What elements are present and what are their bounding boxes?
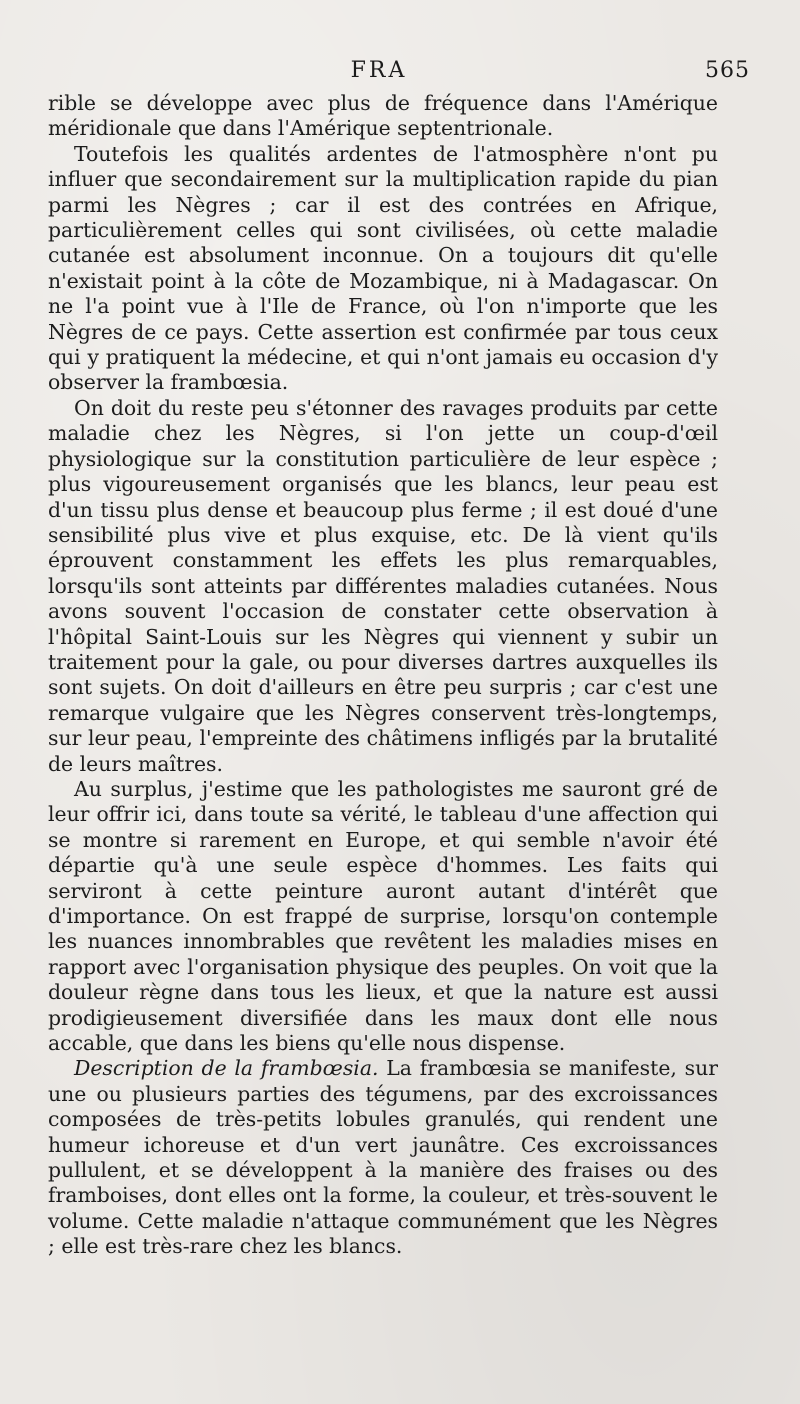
paragraph-text: La frambœsia se manifeste, sur une ou plusieurs parties des tégumens, par des excroissances composées de très-petits lobules granulés, qui rendent une humeur ichoreuse et d'un vert jaunâtre. Ces excroissances pullulent, et se développent à la manière des fraises ou des framboises, dont elles ont la forme, la couleur, et très-souvent le volume. Cette maladie n'attaque communément que les Nègres ; elle est très-rare chez les blancs.	[48, 1056, 718, 1259]
body-text	[48, 91, 718, 1260]
paragraph-surplus	[48, 777, 718, 1056]
paragraph-text: Au surplus, j'estime que les pathologistes me sauront gré de leur offrir ici, dans toute sa vérité, le tableau d'une affection qui se montre si rarement en Europe, et qui semble n'avoir été départie qu'à une seule espèce d'hommes. Les faits qui serviront à cette peinture auront autant d'intérêt que d'importance. On est frappé de surprise, lorsqu'on contemple les nuances innombrables que revêtent les maladies mises en rapport avec l'organisation physique des peuples. On voit que la douleur règne dans tous les lieux, et que la nature est aussi prodigieusement diversifiée dans les maux dont elle nous accable, que dans les biens qu'elle nous dispense.	[48, 776, 718, 1056]
paragraph-text: rible se développe avec plus de fréquence dans l'Amérique méridionale que dans l'Amérique septentrionale.	[48, 91, 718, 141]
page-number: 565	[705, 58, 750, 83]
page-header	[48, 58, 750, 90]
paragraph-text: Toutefois les qualités ardentes de l'atmosphère n'ont pu influer que secondairement sur la multiplication rapide du pian parmi les Nègres ; car il est des contrées en Afrique, particulièrement celles qui sont civilisées, où cette maladie cutanée est absolument inconnue. On a toujours dit qu'elle n'existait point à la côte de Mozambique, ni à Madagascar. On ne l'a point vue à l'Ile de France, où l'on n'importe que les Nègres de ce pays. Cette assertion est confirmée par tous ceux qui y pratiquent la médecine, et qui n'ont jamais eu occasion d'y observer la frambœsia.	[48, 141, 718, 395]
paragraph-text: On doit du reste peu s'étonner des ravages produits par cette maladie chez les Nègres, si l'on jette un coup-d'œil physiologique sur la constitution particulière de leur espèce ; plus vigoureusement organisés que les blancs, leur peau est d'un tissu plus dense et beaucoup plus ferme ; il est doué d'une sensibilité plus vive et plus exquise, etc. De là vient qu'ils éprouvent constamment les effets les plus remarquables, lorsqu'ils sont atteints par différentes maladies cutanées. Nous avons souvent l'occasion de constater cette observation à l'hôpital Saint-Louis sur les Nègres qui viennent y subir un traitement pour la gale, ou pour diverses dartres auxquelles ils sont sujets. On doit d'ailleurs en être peu surpris ; car c'est une remarque vulgaire que les Nègres conservent très-longtemps, sur leur peau, l'empreinte des châtimens infligés par la brutalité de leurs maîtres.	[48, 395, 718, 776]
paragraph-continuation	[48, 91, 718, 142]
section-title: Description de la frambœsia.	[74, 1056, 379, 1081]
paragraph-atmosphere	[48, 142, 718, 396]
paragraph-description	[48, 1056, 718, 1259]
running-head: FRA	[350, 58, 408, 83]
paragraph-ravages	[48, 396, 718, 777]
